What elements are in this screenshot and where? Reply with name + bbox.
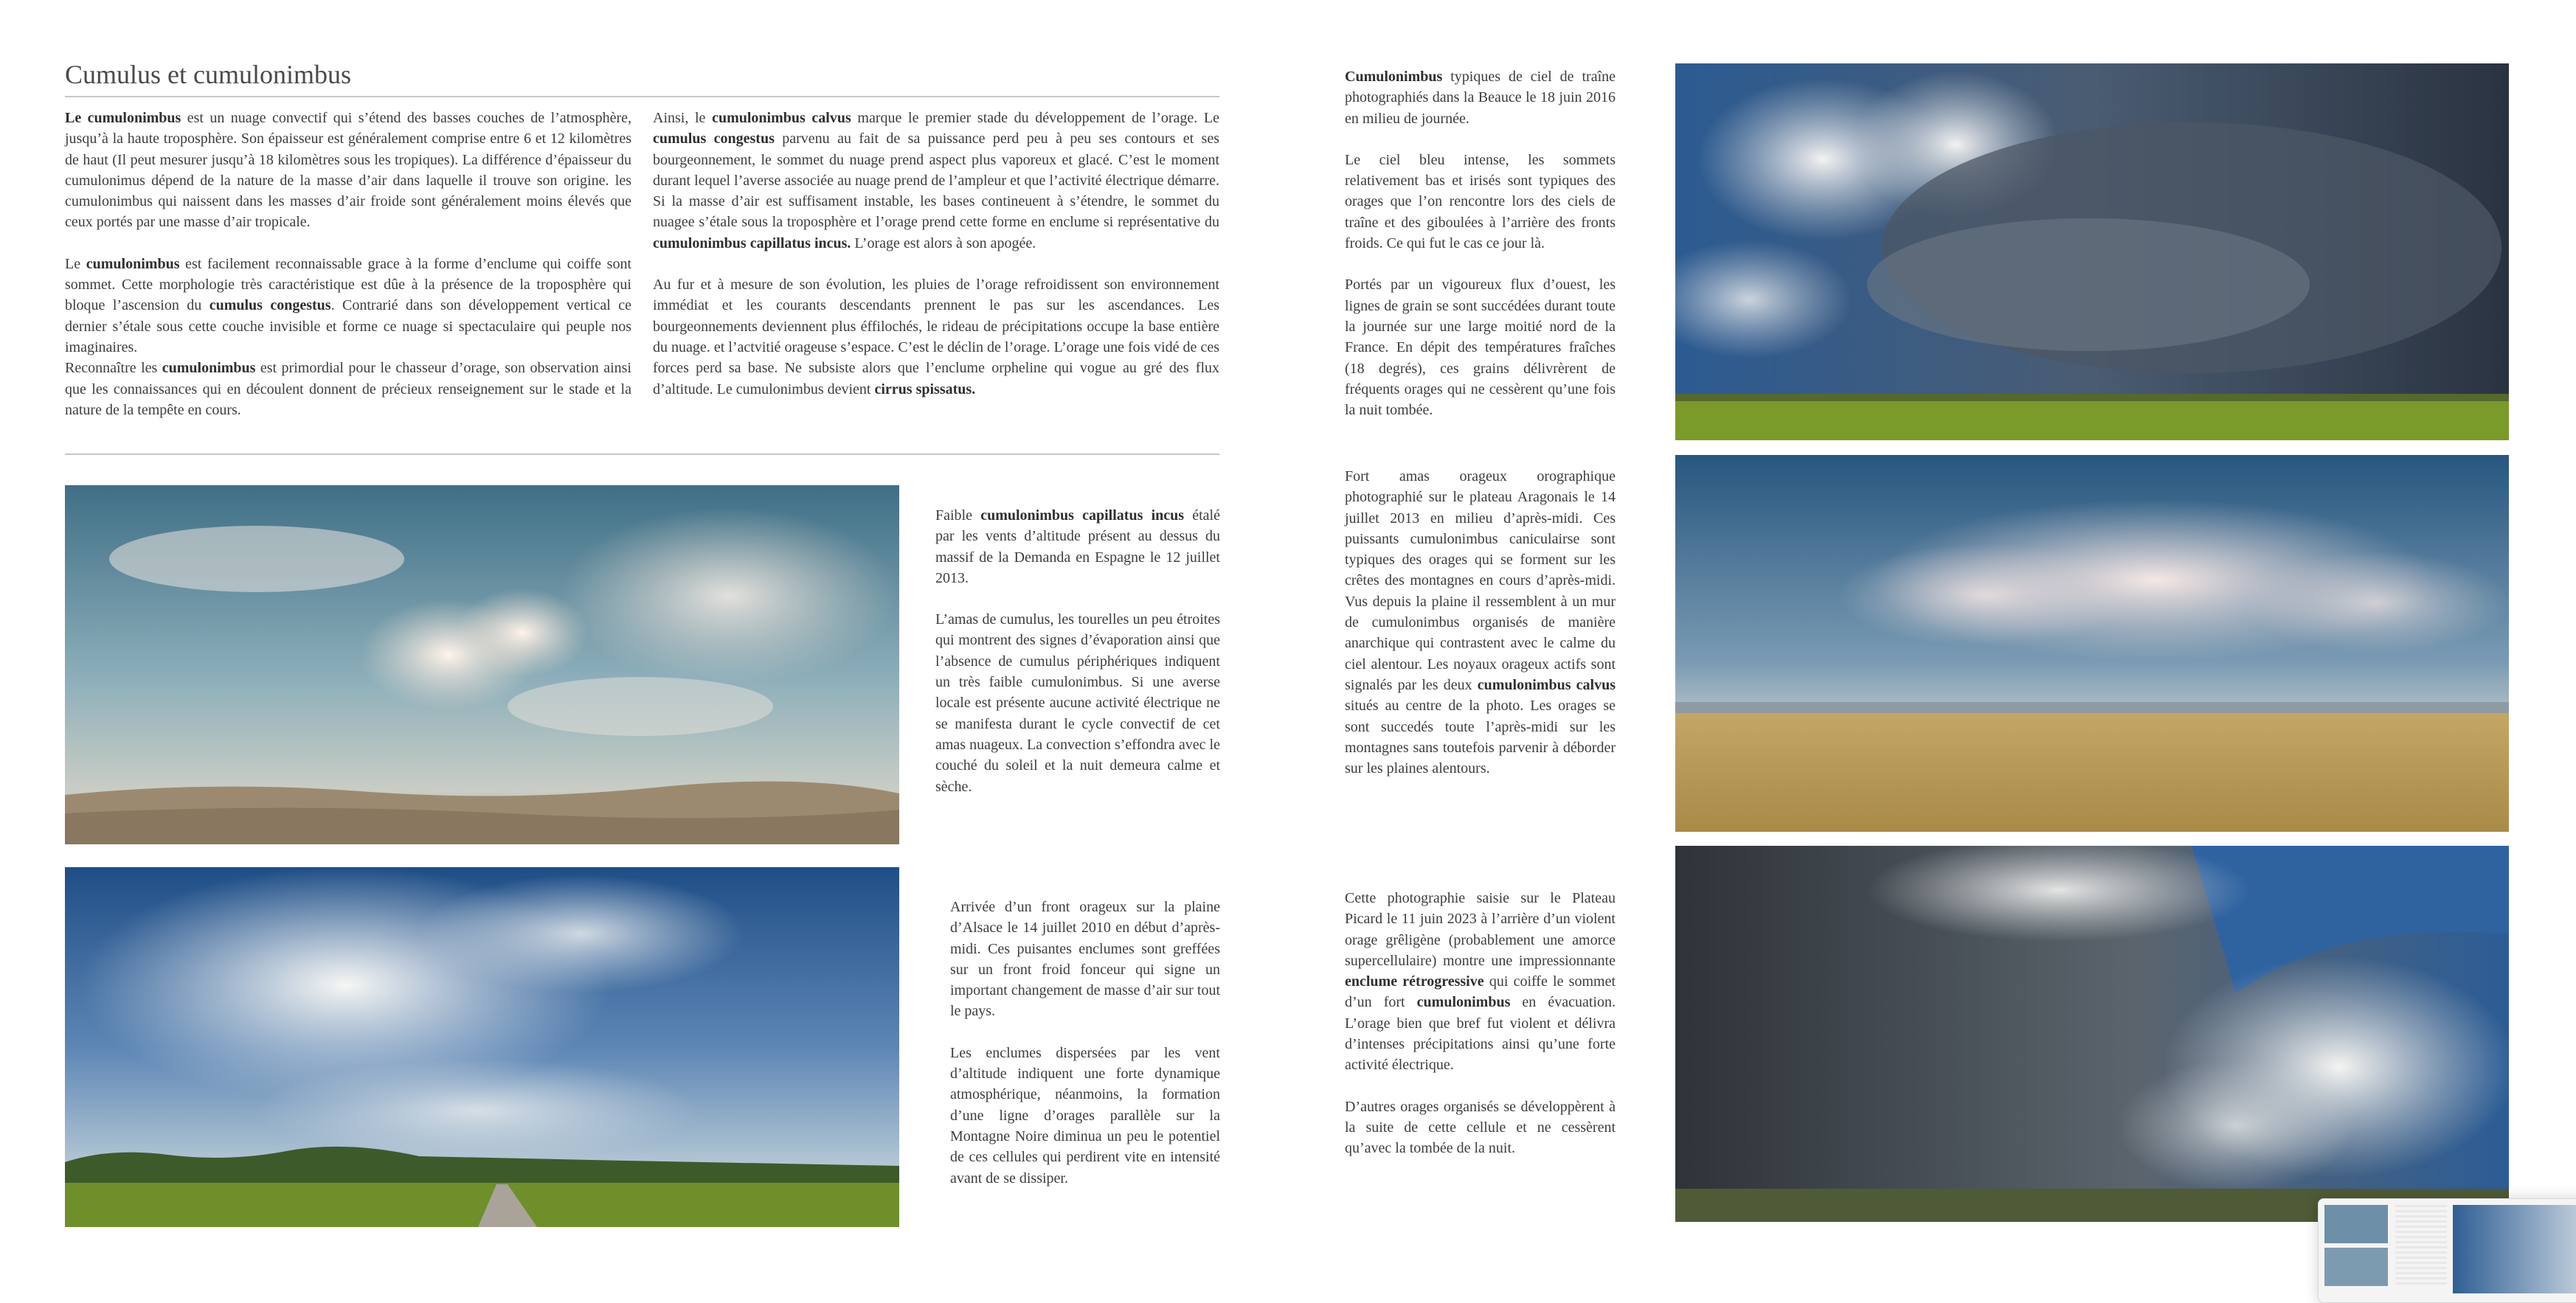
caption-demanda (935, 505, 1220, 818)
emphasis-term: Le cumulonimbus (65, 110, 181, 126)
text-run: Faible (935, 507, 981, 524)
emphasis-term: cumulonimbus capillatus incus. (653, 234, 851, 251)
emphasis-term: cirrus spissatus. (874, 381, 976, 397)
emphasis-term: cumulonimbus calvus (712, 110, 851, 126)
caption-demanda-paragraph-2 (935, 609, 1220, 797)
text-run: situés au centre de la photo. Les orages se sont succedés toute l’après-midi sur les montagnes sans toutefois parvenir à déborder sur les plaines alentours. (1345, 698, 1616, 777)
caption-alsace-paragraph-1 (950, 897, 1220, 1022)
caption-aragon (1345, 466, 1616, 799)
thumbnail-text-block (2395, 1205, 2447, 1286)
page-title: Cumulus et cumulonimbus (65, 58, 1219, 97)
intro-right-paragraph-2 (653, 274, 1219, 400)
thumbnail-photo-2 (2324, 1248, 2388, 1286)
text-run: Cette photographie saisie sur le Plateau Picard le 11 juin 2023 à l’arrière d’un violent orage grêligène (probablement une amorce supercellulaire) montre une impressionnante (1345, 890, 1616, 969)
text-run: Au fur et à mesure de son évolution, les pluies de l’orage refroidissent son environnement immédiat et les courants descendants prennent le pas sur les ascendances. Les bourgeonnements deviennent plus éffilochés, le rideau de précipitations occupe la base entière du nuage. et l’actvitié orageuse s’espace. C’est le déclin de l’orage. L’orage une fois vidé de ces forces perd sa base. Ne subsiste alors que l’enclume orpheline qui vogue au gré des flux d’altitude. Le cumulonimbus devient (653, 277, 1219, 397)
caption-alsace-paragraph-2 (950, 1043, 1220, 1189)
emphasis-term: cumulonimbus (86, 255, 180, 272)
photo-alsace-front (65, 867, 899, 1227)
text-run: typiques de ciel de traîne photographiés dans la Beauce le 18 juin 2016 en milieu de journée. (1345, 69, 1616, 127)
photo-picard-image (1675, 846, 2509, 1222)
text-run: Portés par un vigoureux flux d’ouest, les lignes de grain se sont succédées durant toute la journée sur une large moitié nord de la France. En dépit des températures fraîches (18 degrés), ces grains délivrèrent de fréquents orages qui ne cessèrent qu’une fois la nuit tombée. (1345, 277, 1616, 419)
text-run: parvenu au fait de sa puissance perd peu à peu ses contours et ses bourgeonnement, le sommet du nuage prend aspect plus vaporeux et glacé. C’est le moment durant lequel l’averse associée au nuage prend de l’ampleur et que l’activité électrique démarre. Si la masse d’air est suffisament instable, les bases contineuent à s’étendre, le sommet du nuagee s’étale sous la troposphère et l’orage prend cette forme en enclume si représentative du (653, 131, 1219, 231)
photo-picard-anvil (1675, 846, 2509, 1222)
text-run: qui coiffe le sommet d’un fort (1345, 973, 1616, 1011)
photo-aragon-image (1675, 455, 2509, 832)
thumbnail-photo-1 (2324, 1205, 2388, 1243)
text-run: est facilement reconnaissable grace à la forme d’enclume qui coiffe sont sommet. Cette morphologie très caractéristique est dûe à la présence de la troposphère qui bloque l’ascension du (65, 255, 632, 314)
intro-right-paragraph-1 (653, 108, 1219, 254)
caption-aragon-paragraph-1 (1345, 466, 1616, 779)
emphasis-term: enclume rétrogressive (1345, 973, 1484, 990)
text-run: L’amas de cumulus, les tourelles un peu étroites qui montrent des signes d’évaporation ainsi que l’absence de cumulus périphériques indiquent un très faible cumulonimbus. Si une averse locale est présente aucune activité électrique ne se manifesta durant le cycle convectif de cet amas nuageux. La convection s’effondra avec le couché du soleil et la nuit demeura calme et sèche. (935, 611, 1220, 795)
photo-demanda-cumulonimbus (65, 485, 899, 844)
emphasis-term: cumulus congestus (209, 297, 331, 314)
emphasis-term: cumulonimbus (162, 360, 256, 377)
text-run: L’orage est alors à son apogée. (851, 234, 1036, 251)
photo-demanda-image (65, 485, 899, 844)
text-run: Arrivée d’un front orageux sur la plaine d’Alsace le 14 juillet 2010 en début d’après-midi. Ces puisantes enclumes sont greffées sur un front froid fonceur qui signe un important changement de masse d’air sur tout le pays. (950, 899, 1220, 1020)
emphasis-term: cumulonimbus calvus (1477, 676, 1616, 693)
intro-column-right (653, 108, 1219, 420)
photo-beauce-image (1675, 63, 2509, 440)
intro-left-paragraph-3 (65, 358, 631, 420)
text-run: Reconnaître les (65, 360, 162, 377)
emphasis-term: cumulonimbus (1416, 994, 1511, 1011)
text-run: D’autres orages organisés se développèrent à la suite de cette cellule et ne cessèrent qu’avec la tombée de la nuit. (1345, 1098, 1616, 1157)
text-run: marque le premier stade du développement de l’orage. Le (851, 110, 1219, 126)
caption-beauce (1345, 66, 1616, 441)
intro-column-left (65, 108, 631, 441)
caption-beauce-paragraph-3 (1345, 274, 1616, 420)
emphasis-term: cumulus congestus (653, 131, 775, 147)
caption-beauce-paragraph-1 (1345, 66, 1616, 129)
text-run: . Contrarié dans son développement vertical ce dernier s’étale sous cette couche invisible et forme ce nuage si spectaculaire qui peuple nos imaginaires. (65, 297, 631, 355)
caption-beauce-paragraph-2 (1345, 150, 1616, 254)
text-run: Ainsi, le (653, 110, 713, 126)
text-run: étalé par les vents d’altitude présent au dessus du massif de la Demanda en Espagne le 12 juillet 2013. (935, 507, 1220, 586)
caption-picard (1345, 888, 1616, 1180)
intro-left-paragraph-1 (65, 108, 631, 233)
text-run: est un nuage convectif qui s’étend des basses couches de l’atmosphère, jusqu’à la haute troposphère. Son épaisseur est généralement comprise entre 6 et 12 kilomètres de haut (Il peut mesurer jusqu’à 18 kilomètres sous les tropiques). La différence d’épaisseur du cumulonimus dépend de la nature de la masse d’air dans laquelle il trouve son origine. les cumulonimbus qui naissent dans les masses d’air froide sont généralement moins élevés que ceux portés par une masse d’air tropicale. (65, 110, 631, 231)
text-run: en évacuation. L’orage bien que bref fut violent et délivra d’intenses précipitations ainsi qu’une forte activité électrique. (1345, 994, 1616, 1074)
text-run: Fort amas orageux orographique photographié sur le plateau Aragonais le 14 juillet 2013 en milieu d’après-midi. Ces puissants cumulonimbus caniculairse sont typiques des orages qui se forment sur les crêtes des montagnes en cours d’après-midi. Vus depuis la plaine il ressemblent à un mur de cumulonimbus organisés de manière anarchique qui contrastent avec le calme du ciel alentour. Les noyaux orageux actifs sont signalés par les deux (1345, 468, 1616, 693)
photo-beauce-storm (1675, 63, 2509, 440)
thumbnail-photo-3 (2453, 1205, 2576, 1293)
caption-alsace (950, 897, 1220, 1209)
text-run: est primordial pour le chasseur d’orage, son observation ainsi que les connaissances qui en découlent donnent de précieux renseignement sur le stade et la nature de la tempête en cours. (65, 360, 631, 418)
text-run: Les enclumes dispersées par les vent d’altitude indiquent une forte dynamique atmosphérique, néanmoins, la formation d’une ligne d’orages parallèle sur la Montagne Noire diminua un peu le potentiel de ces cellules qui perdirent vite en intensité avant de se dissiper. (950, 1044, 1220, 1186)
emphasis-term: Cumulonimbus (1345, 69, 1443, 85)
page-thumbnail-preview[interactable] (2318, 1198, 2576, 1303)
text-run: Le ciel bleu intense, les sommets relativement bas et irisés sont typiques des orages que l’on rencontre lors des ciels de traîne et des giboulées à l’arrière des fronts froids. Ce qui fut le cas ce jour là. (1345, 151, 1616, 252)
intro-left-paragraph-2 (65, 254, 631, 358)
text-run: Le (65, 255, 86, 272)
photo-aragon-storm (1675, 455, 2509, 832)
caption-picard-paragraph-2 (1345, 1097, 1616, 1159)
emphasis-term: cumulonimbus capillatus incus (980, 507, 1185, 524)
caption-picard-paragraph-1 (1345, 888, 1616, 1076)
section-divider (65, 454, 1219, 455)
photo-alsace-image (65, 867, 899, 1227)
caption-demanda-paragraph-1 (935, 505, 1220, 588)
